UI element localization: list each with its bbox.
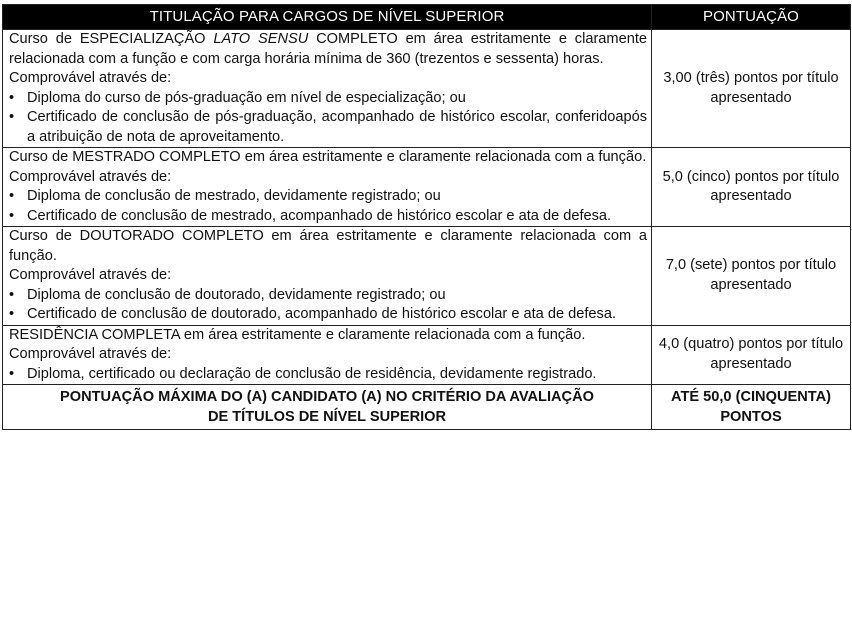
row-score: 7,0 (sete) pontos por título apresentado <box>652 227 851 326</box>
row-description <box>3 325 652 385</box>
list-item: • Certificado de conclusão de pós-graduação, acompanhado de histórico escolar, conferidoapós a atribuição de nota de aproveitamento. <box>9 109 647 145</box>
max-score-label: PONTUAÇÃO MÁXIMA DO (A) CANDIDATO (A) NO CRITÉRIO DA AVALIAÇÃO DE TÍTULOS DE NÍVEL SUPERIOR <box>3 385 652 430</box>
bullet-icon: • <box>9 306 15 322</box>
table-footer-row <box>3 385 851 430</box>
bullet-icon: • <box>9 365 15 382</box>
table-row-doutorado <box>3 227 851 326</box>
titles-score-table <box>2 4 851 430</box>
row-title: RESIDÊNCIA COMPLETA em área estritamente e claramente relacionada com a função. <box>9 326 586 343</box>
table-header-row <box>3 5 851 30</box>
max-score-value: ATÉ 50,0 (CINQUENTA) PONTOS <box>652 385 851 430</box>
list-item: • Certificado de conclusão de doutorado, acompanhado de histórico escolar e ata de defesa. <box>9 305 647 325</box>
list-item: • Diploma do curso de pós-graduação em nível de especialização; ou <box>9 89 647 109</box>
list-item: • Diploma de conclusão de mestrado, devidamente registrado; ou <box>9 187 647 207</box>
row-score: 5,0 (cinco) pontos por título apresentado <box>652 148 851 227</box>
row-description <box>3 227 652 326</box>
row-description <box>3 148 652 227</box>
table-row-especializacao <box>3 30 851 148</box>
list-item: • Diploma de conclusão de doutorado, devidamente registrado; ou <box>9 286 647 306</box>
bullet-icon: • <box>9 188 15 204</box>
row-score: 4,0 (quatro) pontos por título apresentado <box>652 325 851 385</box>
header-titles: TITULAÇÃO PARA CARGOS DE NÍVEL SUPERIOR <box>3 5 652 30</box>
lato-sensu-emphasis: LATO SENSU <box>213 31 309 47</box>
table-row-residencia <box>3 325 851 385</box>
proof-label: Comprovável através de: <box>9 168 172 185</box>
list-item: • Diploma, certificado ou declaração de conclusão de residência, devidamente registrado. <box>9 365 647 385</box>
proof-label: Comprovável através de: <box>9 70 172 86</box>
bullet-icon: • <box>9 207 15 224</box>
proof-label: Comprovável através de: <box>9 346 172 362</box>
row-title: Curso de ESPECIALIZAÇÃO LATO SENSU COMPLETO em área estritamente e claramente relacionada com a função e com carga horária mínima de 360 (trezentos e sessenta) horas. <box>9 31 647 67</box>
header-score: PONTUAÇÃO <box>652 5 851 30</box>
row-description <box>3 30 652 148</box>
bullet-icon: • <box>9 89 15 106</box>
table-row-mestrado <box>3 148 851 227</box>
row-score: 3,00 (três) pontos por título apresentado <box>652 30 851 148</box>
row-title: Curso de DOUTORADO COMPLETO em área estritamente e claramente relacionada com a função. <box>9 228 647 264</box>
bullet-icon: • <box>9 109 15 125</box>
list-item: • Certificado de conclusão de mestrado, acompanhado de histórico escolar e ata de defesa. <box>9 207 647 227</box>
row-title: Curso de MESTRADO COMPLETO em área estritamente e claramente relacionada com a função. <box>9 149 647 165</box>
bullet-icon: • <box>9 286 15 303</box>
proof-label: Comprovável através de: <box>9 267 172 283</box>
